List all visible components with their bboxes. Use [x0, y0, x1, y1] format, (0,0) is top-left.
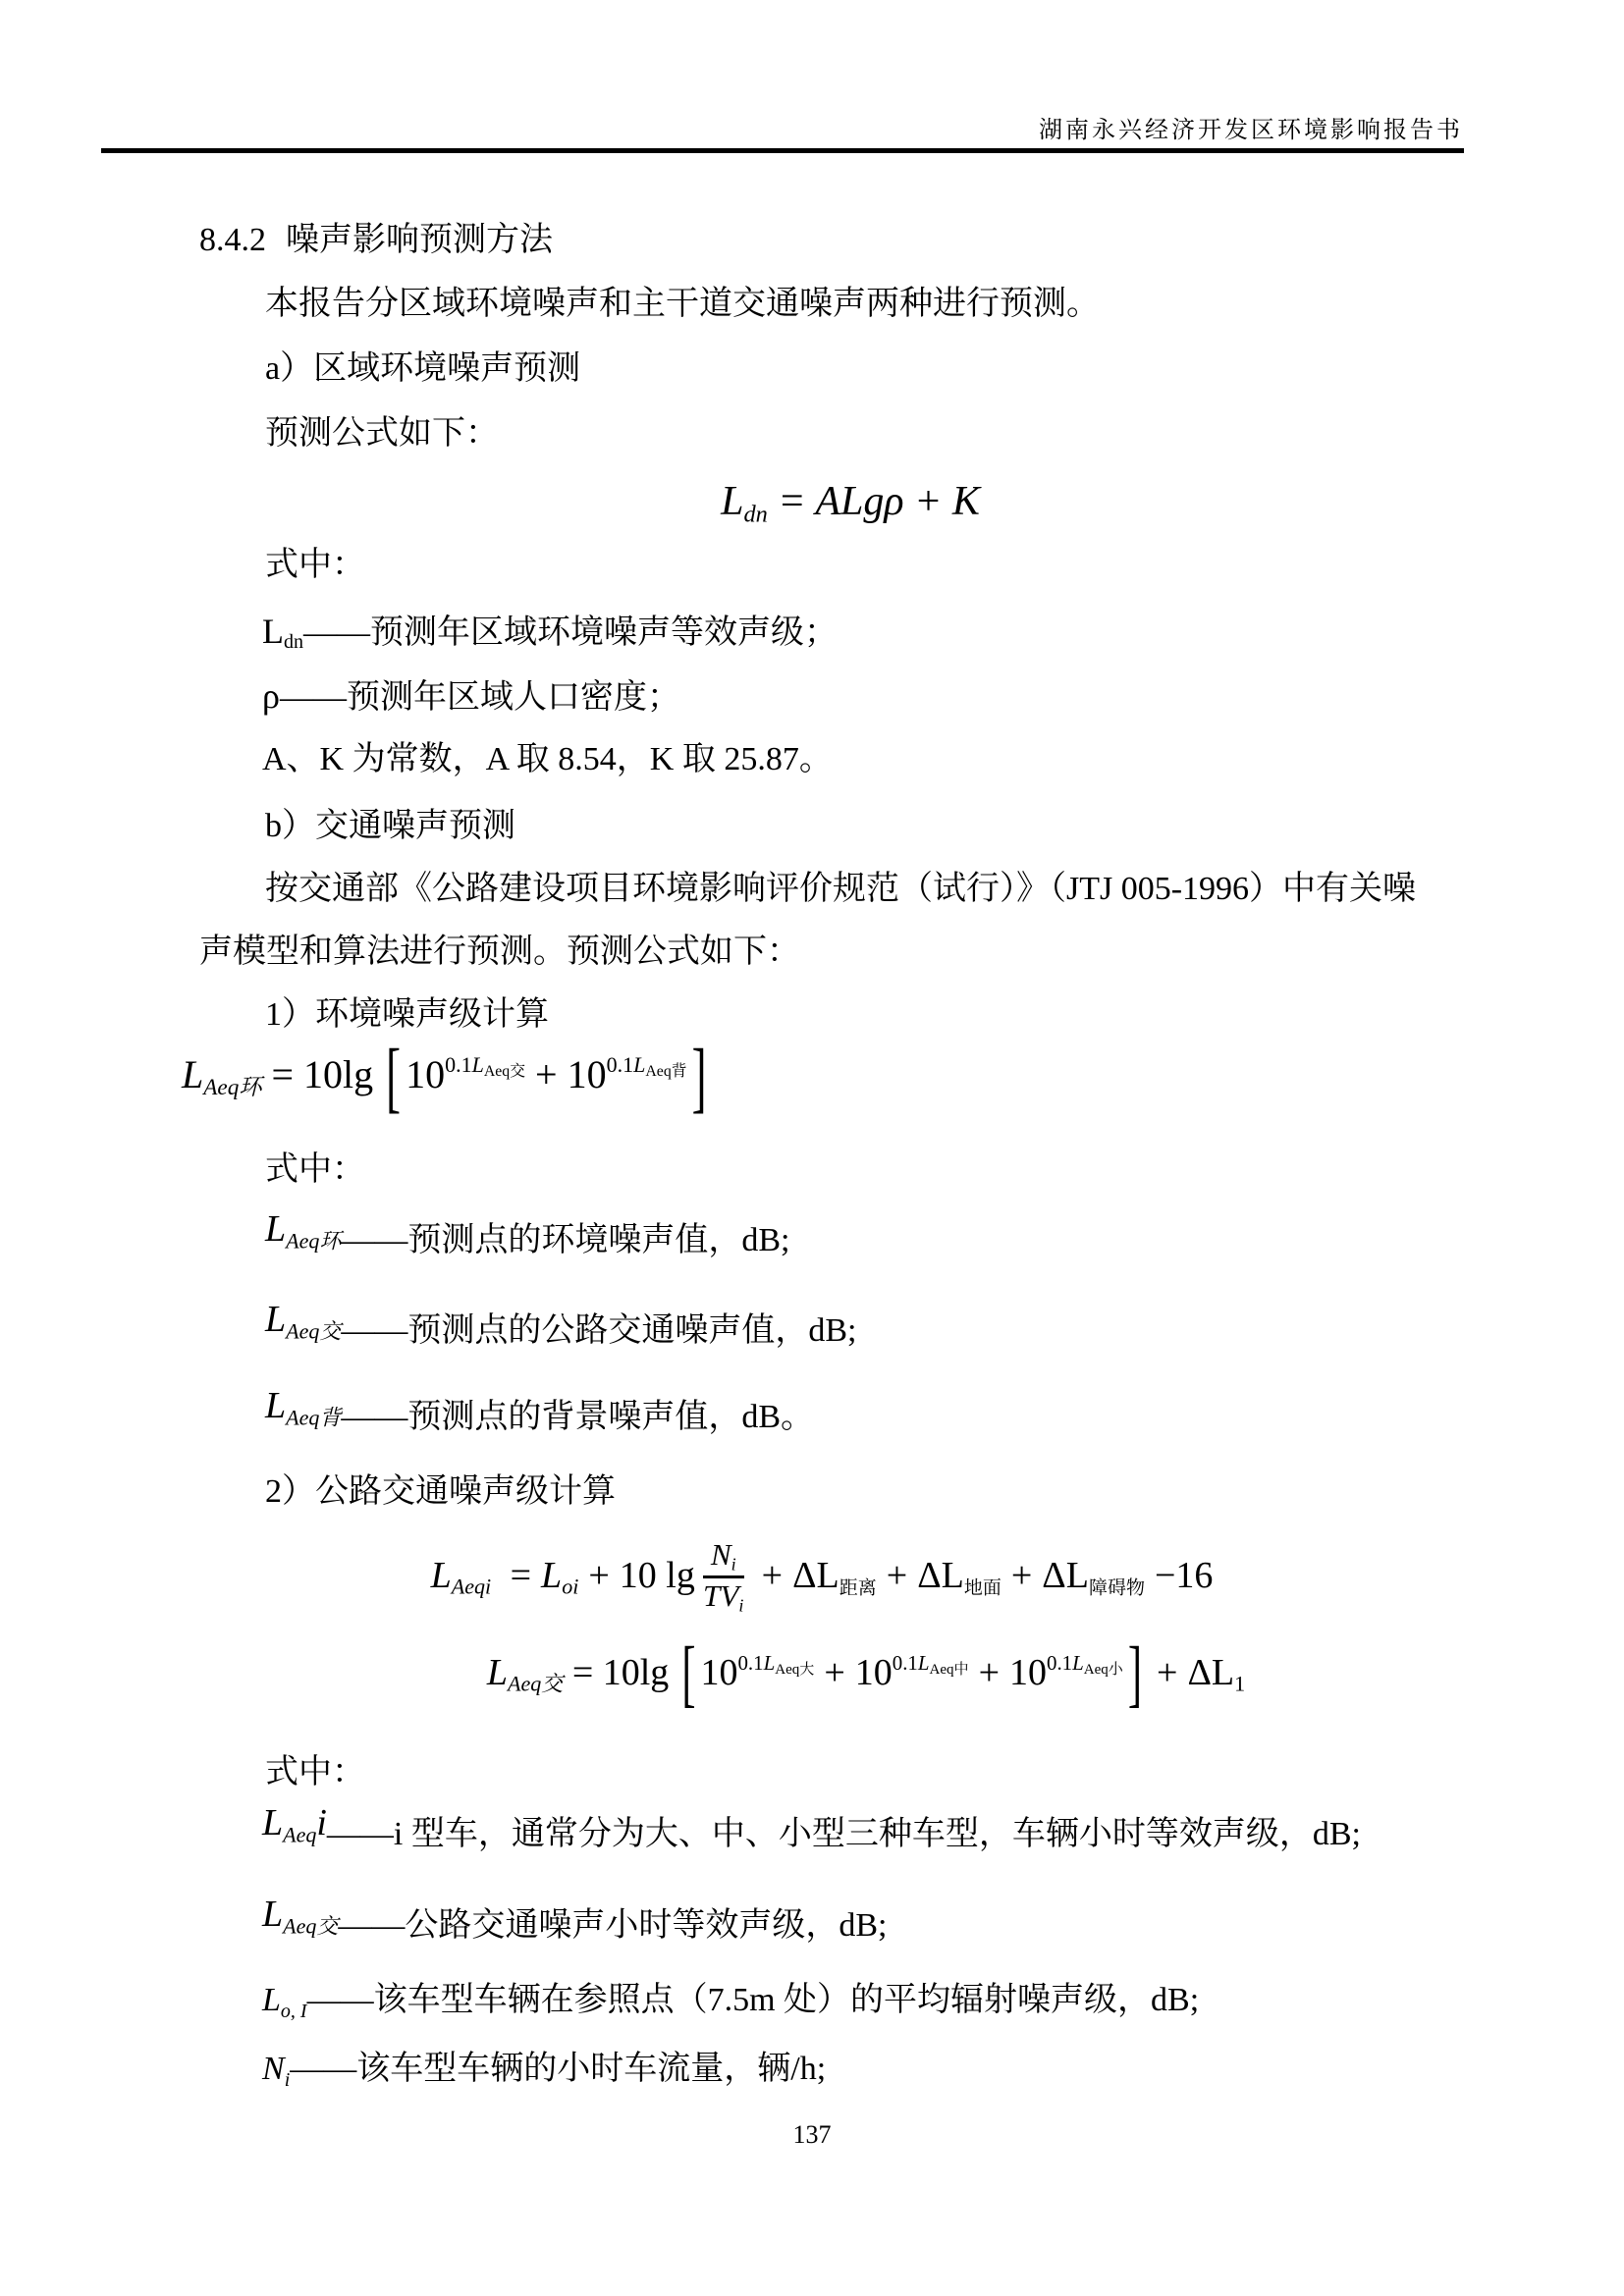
formula-road-loi: L: [541, 1555, 563, 1597]
formula-env-t2-exp: [606, 1052, 687, 1081]
definition-ldn: [262, 611, 838, 654]
symbol-post: i: [316, 1802, 327, 1843]
definition-laeq-traffic: [265, 1299, 857, 1355]
delta-ground-sub: 地面: [963, 1577, 1001, 1599]
formula-lead-a: 预测公式如下：: [265, 415, 499, 452]
exp-base: L: [763, 1651, 776, 1675]
equals-sign: =: [510, 1555, 532, 1597]
delta-barrier-sub: 障碍物: [1088, 1577, 1145, 1599]
plus-sign: +: [978, 1652, 1001, 1694]
plus-sign: +: [1010, 1555, 1033, 1597]
definition-laeq-traffic-hour: [262, 1894, 888, 1949]
term-small: 10: [1009, 1652, 1048, 1694]
definition-text: ——预测点的背景噪声值，dB。: [341, 1399, 815, 1435]
symbol-sub: Aeq交: [286, 1318, 342, 1344]
formula-road-base: L: [430, 1555, 452, 1597]
symbol-rho: ρ: [262, 676, 280, 716]
paragraph-ref-line2: 声模型和算法进行预测。预测公式如下：: [199, 934, 800, 970]
symbol-ni: [262, 2050, 290, 2092]
symbol-sub: o, I: [280, 2001, 307, 2022]
delta-l1: ΔL: [1187, 1652, 1235, 1694]
formula-env-eq: = 10lg: [271, 1052, 374, 1096]
exp-coef: 0.1: [445, 1052, 472, 1078]
symbol-loi: [262, 1981, 307, 2023]
formula-env-base: L: [182, 1052, 204, 1096]
term-small-exp: [1047, 1651, 1123, 1678]
delta-ground: ΔL: [917, 1555, 964, 1597]
formula-env-t1-exp: [445, 1052, 526, 1081]
plus-sign: +: [761, 1555, 784, 1597]
formula-env-t1: 10: [406, 1052, 446, 1096]
definition-loi: [262, 1981, 1199, 2023]
exp-sub: Aeq大: [775, 1661, 815, 1678]
symbol-ldn-sub: dn: [284, 631, 303, 653]
symbol-sub: i: [284, 2069, 291, 2091]
formula-env-sub: Aeq环: [203, 1074, 262, 1100]
plus-sign: +: [824, 1652, 845, 1694]
symbol-laeq-traffic: [265, 1298, 341, 1345]
term-large: 10: [700, 1652, 738, 1694]
formula-ldn-rest: = ALgρ + K: [778, 479, 980, 524]
symbol-laeq-traffic-hour: [262, 1893, 338, 1940]
definition-text: ——预测点的公路交通噪声值，dB;: [341, 1312, 857, 1349]
symbol-base: L: [265, 1299, 287, 1340]
definition-laeq-background: [265, 1385, 815, 1441]
symbol-laeq-env: [265, 1207, 341, 1255]
formula-ldn-base: L: [721, 479, 744, 524]
right-bracket: ]: [691, 1032, 707, 1121]
exp-sub: Aeq小: [1083, 1661, 1123, 1678]
delta-distance-sub: 距离: [839, 1577, 877, 1599]
formula-env-t2: 10: [567, 1052, 607, 1096]
denominator-sub: i: [738, 1595, 744, 1616]
exp-coef: 0.1: [606, 1052, 634, 1078]
definition-ni: [262, 2050, 826, 2092]
numerator-sub: i: [731, 1554, 736, 1575]
page-header-title: 湖南永兴经济开发区环境影响报告书: [1039, 118, 1463, 143]
symbol-base: L: [265, 1385, 287, 1426]
symbol-base: L: [262, 1894, 284, 1935]
symbol-laeqi: [262, 1801, 327, 1848]
exp-sub: Aeq中: [929, 1661, 969, 1678]
where-label-2: 式中：: [265, 1151, 365, 1188]
left-bracket: [: [386, 1032, 402, 1121]
definition-text: ——i 型车，通常分为大、中、小型三种车型，车辆小时等效声级，dB;: [326, 1816, 1361, 1852]
formula-traffic-base: L: [486, 1652, 509, 1694]
fraction-denominator: [703, 1578, 744, 1615]
symbol-base: L: [265, 1208, 287, 1250]
formula-road-lg: 10 lg: [619, 1555, 695, 1597]
exp-base: L: [633, 1052, 646, 1078]
definition-text: ——预测点的环境噪声值，dB;: [341, 1222, 790, 1258]
formula-traffic-noise: [108, 1632, 1624, 1717]
definition-ldn-text: ——预测年区域环境噪声等效声级；: [303, 614, 838, 651]
section-title: 噪声影响预测方法: [286, 222, 553, 258]
definition-laeqi: [262, 1802, 1361, 1858]
delta-barrier: ΔL: [1042, 1555, 1089, 1597]
item-2: 2）公路交通噪声级计算: [265, 1473, 616, 1510]
denominator-base: TV: [703, 1578, 739, 1614]
symbol-base: L: [262, 1802, 284, 1843]
formula-ldn-sub: dn: [743, 501, 768, 528]
left-bracket: [: [681, 1632, 696, 1717]
formula-ldn: [77, 478, 1624, 528]
symbol-sub: Aeq: [283, 1822, 317, 1847]
plus-sign: +: [535, 1052, 558, 1096]
exp-coef: 0.1: [1047, 1651, 1073, 1675]
where-label-1: 式中：: [265, 547, 365, 583]
right-bracket: ]: [1127, 1632, 1143, 1717]
symbol-ldn-base: L: [262, 612, 284, 651]
delta-distance: ΔL: [792, 1555, 839, 1597]
definition-rho-text: ——预测年区域人口密度；: [279, 679, 680, 716]
header-rule: [101, 148, 1464, 153]
formula-env-noise: [182, 1032, 711, 1121]
exp-base: L: [471, 1052, 484, 1078]
definition-text: ——该车型车辆的小时车流量，辆/h;: [290, 2051, 827, 2087]
section-number: 8.4.2: [199, 222, 266, 258]
definition-text: ——该车型车辆在参照点（7.5m 处）的平均辐射噪声级，dB;: [306, 1982, 1200, 2018]
paragraph-ref-line1: 按交通部《公路建设项目环境影响评价规范（试行）》（JTJ 005-1996）中有关噪: [265, 871, 1417, 907]
page-number: 137: [792, 2120, 832, 2149]
formula-traffic-eq: = 10lg: [571, 1652, 670, 1694]
definition-laeq-env: [265, 1208, 790, 1264]
exp-coef: 0.1: [737, 1651, 764, 1675]
definition-text: ——公路交通噪声小时等效声级，dB;: [338, 1907, 888, 1944]
formula-road-noise: [29, 1539, 1624, 1616]
symbol-base: N: [262, 2051, 285, 2087]
symbol-sub: Aeq环: [286, 1228, 342, 1254]
exp-coef: 0.1: [892, 1651, 918, 1675]
symbol-laeq-background: [265, 1384, 341, 1431]
fraction-numerator: [703, 1539, 744, 1578]
symbol-sub: Aeq交: [283, 1913, 339, 1939]
item-1: 1）环境噪声级计算: [265, 996, 549, 1033]
formula-road-fraction: [703, 1539, 744, 1616]
paragraph-intro: 本报告分区域环境噪声和主干道交通噪声两种进行预测。: [265, 286, 1100, 322]
exp-base: L: [1072, 1651, 1084, 1675]
numerator-base: N: [710, 1537, 731, 1572]
formula-traffic-sub: Aeq交: [508, 1671, 564, 1696]
symbol-base: L: [262, 1982, 281, 2018]
plus-sign: +: [1157, 1652, 1178, 1694]
term-medium-exp: [892, 1651, 969, 1678]
minus-sixteen: −16: [1154, 1555, 1214, 1597]
symbol-sub: Aeq背: [286, 1405, 342, 1430]
plus-sign: +: [886, 1555, 908, 1597]
item-b: b）交通噪声预测: [265, 808, 515, 844]
symbol-ldn: [262, 612, 303, 651]
section-heading: [199, 221, 553, 261]
plus-sign: +: [588, 1555, 610, 1597]
term-medium: 10: [854, 1652, 893, 1694]
delta-l1-sub: 1: [1234, 1671, 1246, 1696]
term-large-exp: [737, 1651, 815, 1678]
formula-road-sub: Aeqi: [451, 1574, 492, 1599]
exp-sub: Aeq背: [645, 1063, 687, 1081]
formula-road-loi-sub: oi: [562, 1574, 579, 1599]
exp-sub: Aeq交: [483, 1063, 526, 1081]
definition-constants: A、K 为常数，A 取 8.54，K 取 25.87。: [262, 741, 833, 777]
where-label-3: 式中：: [265, 1754, 365, 1790]
definition-rho: [262, 675, 680, 719]
exp-base: L: [917, 1651, 930, 1675]
item-a: a）区域环境噪声预测: [265, 350, 581, 387]
